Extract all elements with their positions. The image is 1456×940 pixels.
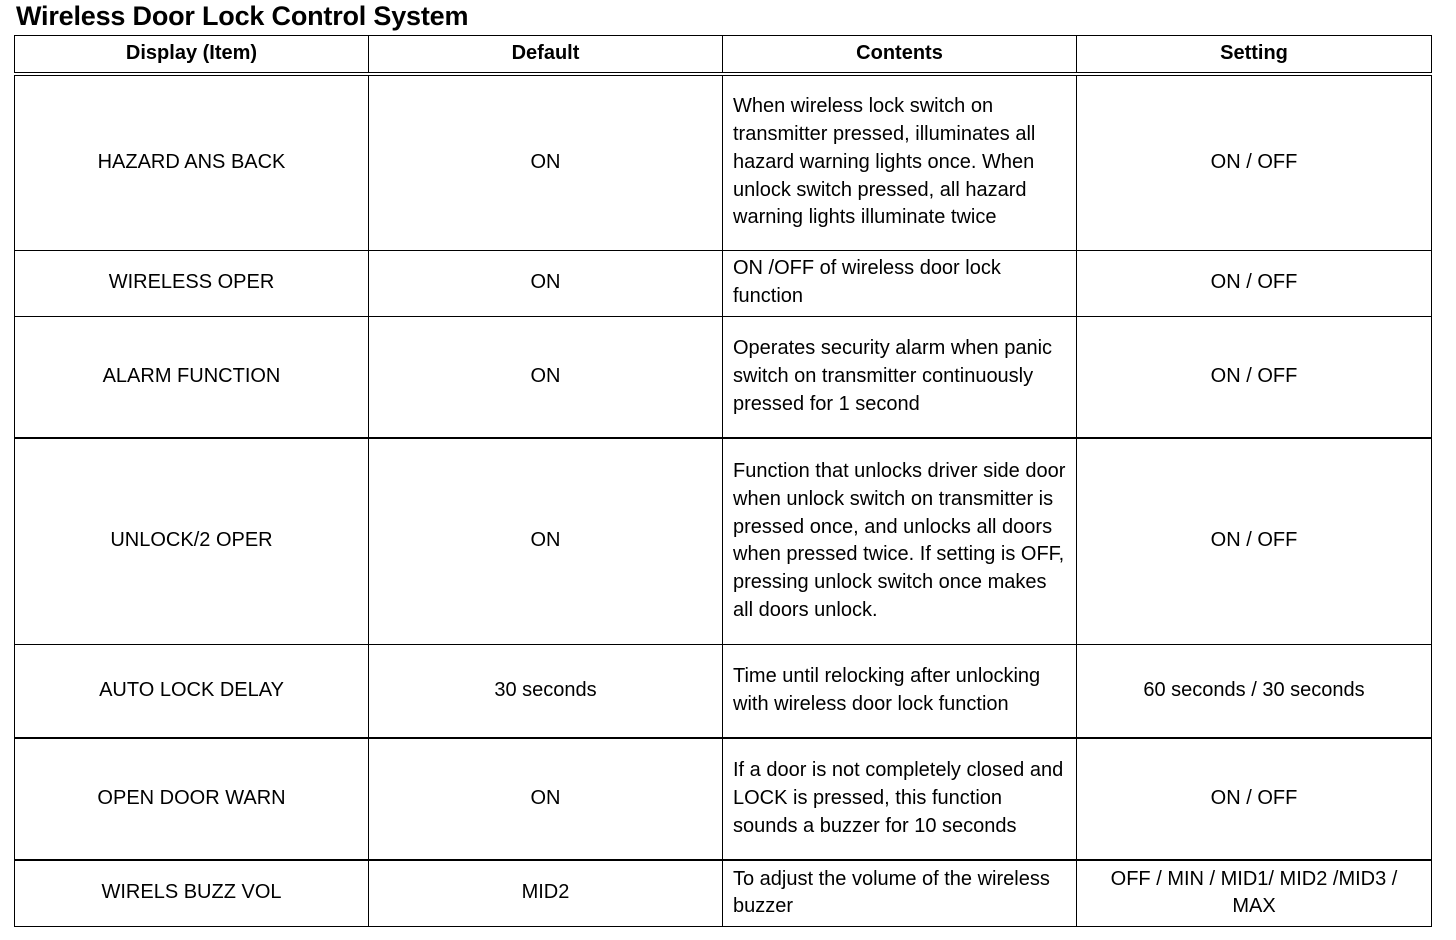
default-cell: ON <box>369 250 723 316</box>
contents-cell: ON /OFF of wireless door lock function <box>723 250 1077 316</box>
table-body <box>15 74 1432 926</box>
table-row <box>15 316 1432 438</box>
item-cell: WIRELS BUZZ VOL <box>15 860 369 926</box>
setting-cell: ON / OFF <box>1077 74 1432 250</box>
contents-cell: If a door is not completely closed and LOCK is pressed, this function sounds a buzzer for 10 seconds <box>723 738 1077 860</box>
default-cell: ON <box>369 738 723 860</box>
table-row <box>15 250 1432 316</box>
item-cell: OPEN DOOR WARN <box>15 738 369 860</box>
item-cell: AUTO LOCK DELAY <box>15 644 369 738</box>
table-row <box>15 644 1432 738</box>
item-cell: ALARM FUNCTION <box>15 316 369 438</box>
settings-table <box>14 35 1432 927</box>
header-contents: Contents <box>723 36 1077 75</box>
table-row <box>15 438 1432 644</box>
table-row <box>15 860 1432 926</box>
setting-cell: OFF / MIN / MID1/ MID2 /MID3 / MAX <box>1077 860 1432 926</box>
default-cell: MID2 <box>369 860 723 926</box>
item-cell: WIRELESS OPER <box>15 250 369 316</box>
contents-cell: Operates security alarm when panic switch on transmitter continuously pressed for 1 second <box>723 316 1077 438</box>
default-cell: ON <box>369 438 723 644</box>
page-title: Wireless Door Lock Control System <box>16 1 469 31</box>
default-cell: ON <box>369 316 723 438</box>
setting-cell: ON / OFF <box>1077 316 1432 438</box>
header-display-item: Display (Item) <box>15 36 369 75</box>
default-cell: 30 seconds <box>369 644 723 738</box>
contents-cell: When wireless lock switch on transmitter pressed, illuminates all hazard warning lights once. When unlock switch pressed, all hazard warning lights illuminate twice <box>723 74 1077 250</box>
default-cell: ON <box>369 74 723 250</box>
setting-cell: 60 seconds / 30 seconds <box>1077 644 1432 738</box>
setting-cell: ON / OFF <box>1077 250 1432 316</box>
table-header <box>15 36 1432 75</box>
item-cell: HAZARD ANS BACK <box>15 74 369 250</box>
item-cell: UNLOCK/2 OPER <box>15 438 369 644</box>
header-setting: Setting <box>1077 36 1432 75</box>
setting-cell: ON / OFF <box>1077 738 1432 860</box>
contents-cell: Function that unlocks driver side door when unlock switch on transmitter is pressed once, and unlocks all doors when pressed twice. If setting is OFF, pressing unlock switch once makes all doors unlock. <box>723 438 1077 644</box>
contents-cell: To adjust the volume of the wireless buzzer <box>723 860 1077 926</box>
setting-cell: ON / OFF <box>1077 438 1432 644</box>
contents-cell: Time until relocking after unlocking with wireless door lock function <box>723 644 1077 738</box>
table-row <box>15 74 1432 250</box>
header-default: Default <box>369 36 723 75</box>
table-row <box>15 738 1432 860</box>
header-row <box>15 36 1432 75</box>
